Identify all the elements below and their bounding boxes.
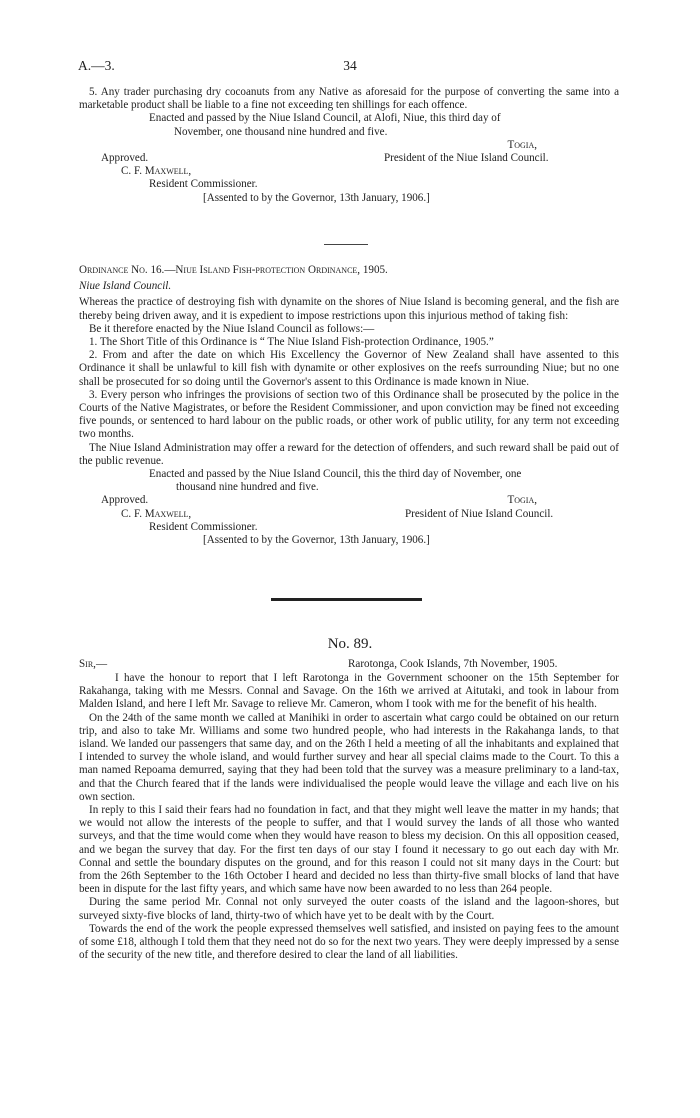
section-3: 3. Every person who infringes the provisions of section two of this Ordinance shall be prosecuted by the police in the Courts of the Native Magistrates, or before the Resident Commissioner, and upon conviction may be fined not exceeding five pounds, or sentenced to hard labour on the public roads, or other work of public utility, for any term not exceeding two months.: [79, 388, 619, 441]
enacted-line-2: November, one thousand nine hundred and five.: [174, 125, 388, 138]
letter-paragraph-4: During the same period Mr. Connal not only surveyed the outer coasts of the island and the lagoon-shores, but surveyed sixty-five blocks of land, thirty-two of which have yet to be dealt with by the Court.: [79, 896, 619, 922]
enacting-formula: Be it therefore enacted by the Niue Island Council as follows:—: [89, 322, 375, 335]
approved-label: Approved.: [101, 152, 149, 164]
letter-paragraph-1: I have the honour to report that I left Rarotonga in the Government schooner on the 15th September for Rakahanga, taking with me Messrs. Connal and Savage. On the 16th we arrived at Aitutaki, and took in labour from Malden Island, and here I left Mr. Savage to relieve Mr. Cameron, whom I took with me for the benefit of his health.: [79, 672, 619, 711]
thick-divider: [271, 598, 422, 601]
resident-commissioner-title: Resident Commissioner.: [149, 178, 258, 191]
signature-row-approved-16: [79, 494, 619, 507]
enacted-clause: [79, 112, 619, 138]
letter-paragraph-3: In reply to this I said their fears had no foundation in fact, and that they might well leave the matter in my hands; that we would not allow the interests of the people to suffer, and that I would survey the lands of all those who wanted surveys, and that the time would come when they would have reason to bless my decision. On this all opposition ceased, and we began the survey that day. For the first ten days of our stay I found it necessary to go out each day with Mr. Connal and settle the boundary disputes on the ground, and for this reason I could not sit many days in the Court: but from the 26th September to the 16th October I heard and decided no less than thirty-five small blocks of land that have been in dispute for the last fifty years, and which same have now been awarded to no less than 264 people.: [79, 804, 619, 896]
ordinance-subtitle: Niue Island Council.: [79, 280, 172, 293]
president-title: President of the Niue Island Council.: [384, 152, 549, 164]
section-1: 1. The Short Title of this Ordinance is “ The Niue Island Fish-protection Ordinance, 1905.”: [89, 336, 494, 349]
assent-note-16: [Assented to by the Governor, 13th January, 1906.]: [203, 534, 430, 547]
ordinance-16: [79, 264, 619, 548]
signature-row-maxwell-16: [79, 508, 619, 521]
letter-paragraph-5: Towards the end of the work the people expressed themselves well satisfied, and insisted on paying fees to the amount of some £18, although I told them that they need not do so for the next two years. They were deeply impressed by a sense of the security of the new title, and therefore desired to clear the land of all liabilities.: [79, 922, 619, 962]
enacted-16-line-1: Enacted and passed by the Niue Island Council, this the third day of November, one: [149, 468, 522, 481]
section-5: 5. Any trader purchasing dry cocoanuts from any Native as aforesaid for the purpose of converting the same into a marketable product shall be liable to a fine not exceeding ten shillings for each offence.: [79, 86, 619, 112]
togia-signature: Togia,: [507, 138, 537, 151]
page-header: [78, 58, 622, 74]
enacted-clause-16: [79, 468, 619, 494]
maxwell-signature: C. F. Maxwell,: [121, 165, 192, 178]
salutation: Sir,—: [79, 658, 108, 670]
signature-row-maxwell: [79, 165, 619, 178]
assent-row: [79, 192, 619, 206]
maxwell-signature-16: C. F. Maxwell,: [121, 507, 192, 520]
signature-row-approved: [79, 152, 619, 165]
page-number: 34: [343, 58, 357, 73]
paper-reference: A.—3.: [78, 58, 115, 73]
section-2: 2. From and after the date on which His Excellency the Governor of New Zealand shall have assented to this Ordinance it shall be unlawful to kill fish with dynamite or other explosives on the reefs surrounding Niue; but no one shall be prosecuted for so doing until the Governor's assent to this Ordinance is made known in Niue.: [79, 349, 619, 388]
approved-label-16: Approved.: [101, 494, 149, 507]
reward-clause: The Niue Island Administration may offer a reward for the detection of offenders, and such reward shall be paid out of the public revenue.: [79, 441, 619, 467]
ordinance-15-tail: [79, 86, 619, 206]
assent-row-16: [79, 534, 619, 548]
enacted-line-1: Enacted and passed by the Niue Island Council, at Alofi, Niue, this third day of: [149, 112, 501, 125]
assent-note: [Assented to by the Governor, 13th January, 1906.]: [203, 191, 430, 204]
signature-row-resident-16: [79, 521, 619, 534]
ordinance-title: Ordinance No. 16.—Niue Island Fish-protection Ordinance, 1905.: [79, 264, 388, 276]
section-divider: [324, 244, 368, 245]
letter-heading: [79, 658, 619, 672]
document-number: No. 89.: [327, 636, 373, 652]
resident-commissioner-title-16: Resident Commissioner.: [149, 520, 258, 533]
signature-row-togia: [79, 139, 619, 152]
place-date: Rarotonga, Cook Islands, 7th November, 1905.: [348, 658, 558, 670]
preamble-whereas: Whereas the practice of destroying fish with dynamite on the shores of Niue Island is becoming general, and the fish are thereby being driven away, and it is expedient to impose restrictions upon this injurious method of taking fish:: [79, 296, 619, 322]
enacted-16-line-2: thousand nine hundred and five.: [176, 481, 319, 494]
president-title-16: President of Niue Island Council.: [405, 507, 554, 520]
togia-signature-16: Togia,: [507, 494, 537, 507]
letter-paragraph-2: On the 24th of the same month we called at Manihiki in order to ascertain what cargo could be obtained on our return trip, and also to take Mr. Williams and some two hundred people, who had interests in the Rakahanga lands, to that island. We landed our passengers that same day, and on the 26th I held a meeting of all the inhabitants and explained that I intended to survey the whole island, and would further survey and hear all special claims made to the Court. To this a man named Repoama demurred, saying that they had been told that the survey was a measure preliminary to a land-tax, and that the Church feared that if the lands were individualised the people would leave the village and each live on his own section.: [79, 711, 619, 803]
signature-row-resident: [79, 178, 619, 191]
letter-89: [79, 658, 619, 962]
